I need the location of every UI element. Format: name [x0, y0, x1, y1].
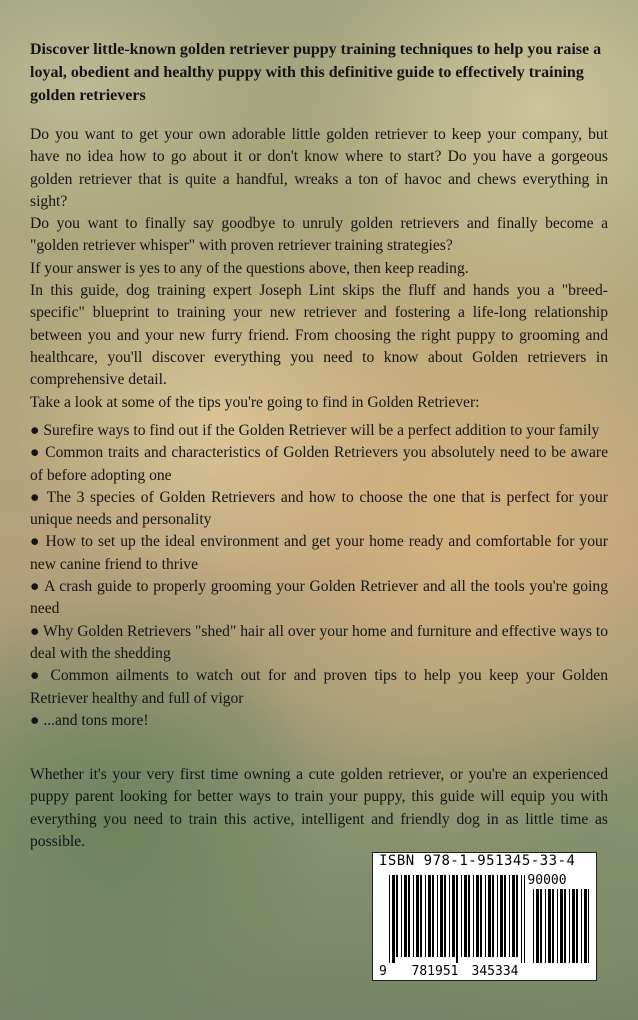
ean-bars	[389, 875, 525, 963]
barcode-bar	[569, 889, 570, 963]
list-item: ● Surefire ways to find out if the Golden Retriever will be a perfect addition to your family	[30, 422, 600, 439]
barcode-bar	[392, 875, 395, 963]
ean-first-digit: 9	[379, 964, 387, 979]
barcode-bar	[488, 875, 491, 957]
list-item: ● Common traits and characteristics of Golden Retrievers you absolutely need to be aware of before adopting one	[30, 444, 608, 484]
intro-section	[30, 124, 608, 414]
barcode-bar	[425, 875, 426, 957]
closing-paragraph: Whether it's your very first time owning a cute golden retriever, or you're an experienced puppy parent looking for better ways to train your puppy, this guide will equip you with everything you need to train this active, intelligent and friendly dog in as little time as possible.	[30, 766, 608, 850]
barcode-bar	[437, 875, 438, 957]
list-item: ● How to set up the ideal environment and get your home ready and comfortable for your new canine friend to thrive	[30, 533, 608, 573]
barcode-bar	[536, 889, 539, 963]
barcode-bar	[416, 875, 419, 957]
barcode-bar	[396, 875, 398, 957]
barcode-bar	[516, 875, 518, 957]
barcode-bar	[456, 875, 458, 963]
barcode-bar	[540, 889, 542, 963]
barcode-bar	[492, 875, 494, 957]
barcode-bar	[581, 889, 582, 963]
barcode-bar	[468, 875, 470, 957]
intro-paragraph: Take a look at some of the tips you're going to find in Golden Retriever:	[30, 393, 480, 411]
barcode-bar	[560, 889, 563, 963]
tips-list	[30, 420, 608, 732]
barcode-bar	[548, 889, 551, 963]
barcode-bar	[485, 875, 486, 957]
isbn-barcode	[372, 852, 597, 981]
barcode-bar	[476, 875, 479, 957]
barcode-bar	[533, 889, 534, 963]
barcode-bar	[564, 889, 566, 963]
barcode-bar	[432, 875, 434, 957]
barcode-bar	[401, 875, 402, 957]
barcode-bar	[524, 875, 525, 963]
barcode-bar	[480, 875, 482, 957]
barcode-bar	[512, 875, 515, 957]
barcode-graphic	[373, 853, 596, 980]
barcode-bar	[584, 889, 587, 963]
barcode-bar	[428, 875, 431, 957]
barcode-bar	[504, 875, 506, 957]
addon-bars	[533, 889, 589, 963]
headline: Discover little-known golden retriever puppy training techniques to help you raise a loyal, obedient and healthy puppy with this definitive guide to effectively training golden retrievers	[30, 41, 602, 104]
isbn-label: ISBN 978-1-951345-33-4	[379, 853, 576, 869]
intro-paragraph: In this guide, dog training expert Joseph Lint skips the fluff and hands you a "breed-specific" blueprint to training your new retriever and fostering a life-long relationship between you and your new furry friend. From choosing the right puppy to grooming and healthcare, you'll discover everything you need to know about Golden retrievers in comprehensive detail.	[30, 282, 608, 389]
barcode-bar	[545, 889, 546, 963]
barcode-bar	[497, 875, 498, 957]
closing-section	[30, 764, 608, 853]
list-item: ● Common ailments to watch out for and proven tips to help you keep your Golden Retriever healthy and full of vigor	[30, 667, 608, 707]
intro-paragraph: Do you want to finally say goodbye to unruly golden retrievers and finally become a "golden retriever whisper" with proven retriever training strategies?	[30, 215, 608, 255]
barcode-bar	[473, 875, 474, 957]
barcode-bar	[452, 875, 455, 957]
intro-paragraph: Do you want to get your own adorable little golden retriever to keep your company, but have no idea how to go about it or don't know where to start? Do you have a gorgeous golden retriever that is quite a handful, wreaks a ton of havoc and chews everything in sight?	[30, 126, 608, 210]
list-item: ● ...and tons more!	[30, 711, 149, 729]
barcode-bar	[552, 889, 554, 963]
barcode-bar	[408, 875, 410, 957]
price-code: 90000	[527, 873, 567, 888]
barcode-bar	[588, 889, 589, 963]
barcode-bar	[404, 875, 407, 957]
barcode-bar	[389, 875, 390, 963]
barcode-bar	[557, 889, 558, 963]
barcode-bar	[440, 875, 443, 957]
barcode-bar	[509, 875, 510, 957]
list-item: ● The 3 species of Golden Retrievers and how to choose the one that is perfect for your unique needs and personality	[30, 488, 608, 529]
ean-right-digits: 345334	[471, 964, 519, 979]
barcode-bar	[461, 875, 462, 957]
barcode-bar	[444, 875, 446, 957]
barcode-bar	[449, 875, 450, 957]
list-item: ● Why Golden Retrievers "shed" hair all over your home and furniture and effective ways to deal with the shedding	[30, 622, 609, 662]
barcode-bar	[464, 875, 467, 957]
intro-paragraph: If your answer is yes to any of the questions above, then keep reading.	[30, 259, 469, 277]
barcode-bar	[420, 875, 422, 957]
barcode-bar	[521, 875, 522, 963]
barcode-bar	[572, 889, 575, 963]
ean-left-digits: 781951	[411, 964, 459, 979]
barcode-bar	[576, 889, 578, 963]
barcode-bar	[500, 875, 503, 957]
list-item: ● A crash guide to properly grooming your Golden Retriever and all the tools you're going need	[30, 578, 608, 618]
barcode-bar	[413, 875, 414, 957]
